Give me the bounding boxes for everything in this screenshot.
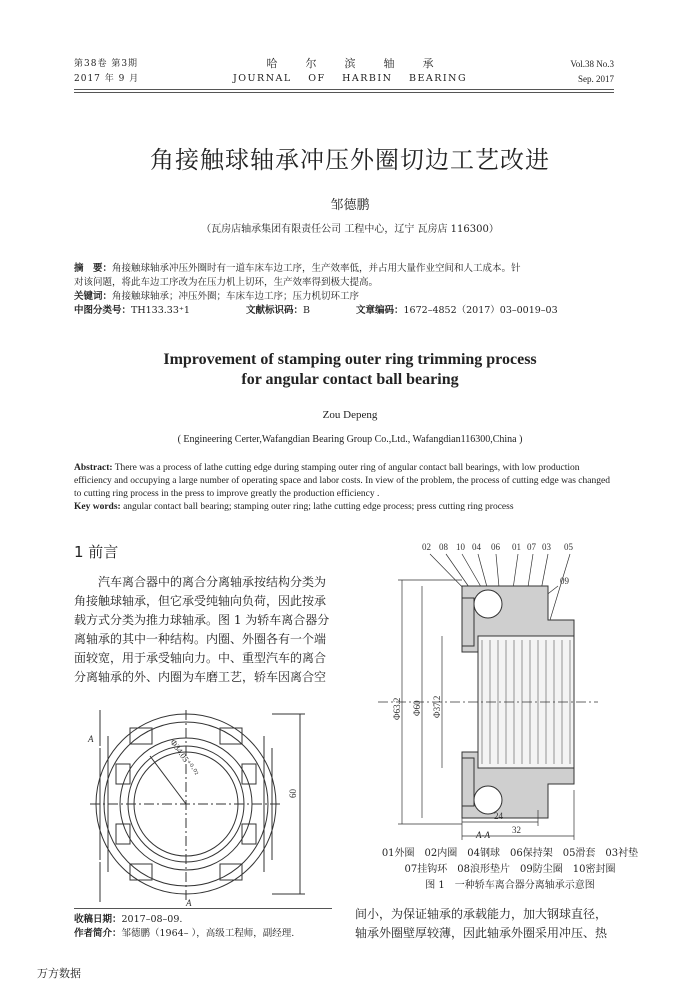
doc-code-label: 文献标识码： (246, 305, 304, 316)
intro-line-5: 面较宽，用于承受轴向力。中、重型汽车的离合 (74, 651, 327, 665)
article-id: 1672–4852（2017）03–0019–03 (403, 305, 558, 316)
bore-diameter-label: Φ34.05⁺⁰·⁰² (168, 737, 201, 778)
section-mark-a-top: A (88, 734, 94, 744)
figure-caption: 图 1 一种轿车离合器分离轴承示意图 (425, 880, 595, 891)
footnote (74, 913, 294, 941)
article-id-label: 文章编码： (356, 305, 404, 316)
figure-legend-line-2: 07挂钩环 08浪形垫片 09防尘圈 10密封圈 (404, 864, 616, 875)
part-label-09: 09 (560, 576, 569, 586)
abstract-cn-text-1: 角接触球轴承冲压外圈时有一道车床车边工序，生产效率低，并占用大量作业空间和人工成本。针 (112, 263, 521, 274)
inner-diameter-label: Φ37.2 (432, 695, 442, 718)
received-date-label: 收稿日期： (74, 914, 122, 925)
paper-title-en-line-2: for angular contact ball bearing (241, 371, 459, 388)
abstract-en-text: There was a process of lathe cutting edge during stamping outer ring of angular contact ball bearings, with low production efficiency and occupying a large number of operating space and labor costs. In view of the problem, the process of cutting edge was changed to cutting ring process in the press to improve greatly the production efficiency . (74, 463, 610, 499)
journal-name-cn: 哈尔滨轴承 (266, 57, 462, 70)
part-label-08: 08 (439, 542, 448, 552)
paper-title-cn: 角接触球轴承冲压外圈切边工艺改进 (150, 146, 550, 174)
intro-line-4: 离轴承的其中一种结构。内圈、外圈各有一个端 (74, 632, 327, 646)
part-label-03: 03 (542, 542, 551, 552)
part-label-06: 06 (491, 542, 500, 552)
outer-diameter-label: Φ63.2 (392, 697, 402, 720)
date-cn: 2017 年 9 月 (74, 74, 140, 84)
figure-legend (340, 846, 680, 894)
continued-line-1: 间小，为保证轴承的承载能力，加大钢球直径， (355, 907, 608, 921)
affiliation-en: ( Engineering Certer,Wafangdian Bearing Group Co.,Ltd., Wafangdian116300,China ) (177, 434, 523, 445)
paper-title-en (0, 350, 700, 390)
clc-number: TH133.33⁺1 (131, 305, 190, 316)
keywords-cn-label: 关键词： (74, 291, 113, 302)
keywords-cn: 角接触球轴承；冲压外圈；车床车边工序；压力机切环工序 (112, 291, 360, 302)
section-heading-introduction: 1 前言 (74, 543, 119, 561)
figure-legend-line-1: 01外圈 02内圈 04钢球 06保持架 05滑套 03衬垫 (381, 848, 639, 859)
footnote-rule (74, 908, 332, 909)
abstract-en (74, 462, 619, 514)
width-32-label: 32 (512, 825, 521, 835)
volume-cn: 第38卷 第3期 (74, 59, 139, 69)
continued-line-2: 轴承外圈壁厚较薄，因此轴承外圈采用冲压、热 (355, 926, 608, 940)
part-label-01: 01 (512, 542, 521, 552)
paper-title-en-line-1: Improvement of stamping outer ring trimming process (163, 351, 537, 368)
author-bio: 邹德鹏（1964– ），高级工程师，副经理. (121, 928, 295, 939)
doc-code: B (303, 305, 310, 316)
volume-en: Vol.38 No.3 (570, 59, 614, 69)
author-en: Zou Depeng (322, 409, 378, 421)
bearing-section-drawing (378, 540, 618, 848)
author-cn: 邹德鹏 (330, 198, 370, 213)
received-date: 2017–08–09. (121, 914, 183, 925)
header-right (570, 57, 614, 87)
affiliation-cn: （瓦房店轴承集团有限责任公司 工程中心，辽宁 瓦房店 116300） (201, 224, 499, 235)
abstract-en-label: Abstract: (74, 463, 113, 473)
part-label-05: 05 (564, 542, 573, 552)
keywords-en-label: Key words: (74, 502, 121, 512)
header-rule (74, 89, 614, 90)
intro-paragraph (74, 573, 336, 687)
width-24-label: 24 (494, 811, 503, 821)
author-bio-label: 作者简介： (74, 928, 122, 939)
part-label-04: 04 (472, 542, 481, 552)
abstract-cn-text-2: 对该问题，将此车边工序改为在压力机上切环，生产效率得到极大提高。 (74, 277, 379, 288)
section-aa-label: A-A (476, 830, 490, 840)
part-label-07: 07 (527, 542, 536, 552)
abstract-cn-label: 摘 要： (74, 263, 113, 274)
part-label-10: 10 (456, 542, 465, 552)
date-en: Sep. 2017 (578, 74, 614, 84)
abstract-cn (74, 262, 614, 318)
width-label-60: 60 (288, 789, 298, 798)
part-label-02: 02 (422, 542, 431, 552)
header-rule-2 (74, 92, 614, 93)
bearing-front-view-drawing (90, 712, 330, 908)
intro-line-2: 角接触球轴承，但它承受纯轴向负荷，因此按承 (74, 594, 327, 608)
intro-line-1: 汽车离合器中的离合分离轴承按结构分类为 (98, 575, 327, 589)
intro-line-3: 载方式分类为推力球轴承。图 1 为轿车离合器分 (74, 613, 330, 627)
keywords-en: angular contact ball bearing; stamping outer ring; lathe cutting edge process; press cutting ring process (120, 502, 514, 512)
wanfang-watermark: 万方数据 (37, 967, 81, 980)
continued-paragraph (355, 905, 617, 943)
clc-label: 中图分类号： (74, 305, 132, 316)
diameter-60-label: Φ60 (412, 700, 422, 716)
section-mark-a-bottom: A (186, 898, 192, 908)
journal-name-en: JOURNAL OF HARBIN BEARING (232, 73, 468, 84)
intro-line-6: 分离轴承的外、内圈为车磨工艺，轿车因离合空 (74, 670, 327, 684)
